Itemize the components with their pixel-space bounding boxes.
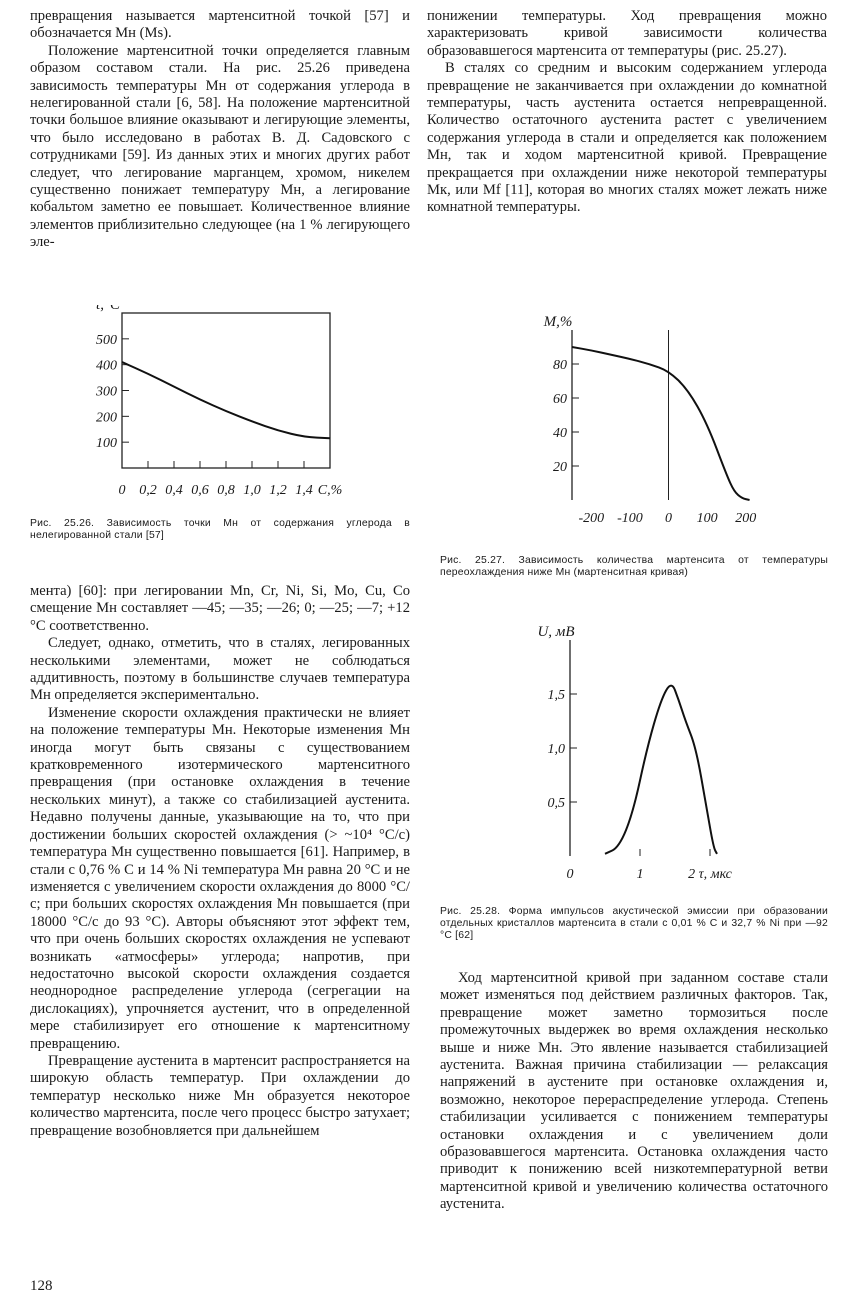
paragraph: превращения называется мартенситной точкой [57] и обозначается Mн (Ms). [30, 8, 410, 42]
x-tick-label: 1,2 [269, 483, 287, 498]
x-tick-label: -100 [617, 511, 643, 526]
y-axis-label: t,°C [96, 305, 120, 313]
y-tick-label: 400 [96, 358, 117, 374]
figure-caption: Рис. 25.27. Зависимость количества мартенсита от температуры переохлаждения ниже Mн (мартенситная кривая) [440, 555, 828, 578]
figure-25-28 [530, 618, 760, 888]
figure-25-26 [82, 305, 382, 505]
paragraph: мента) [60]: при легировании Mn, Cr, Ni, Si, Mo, Cu, Co смещение Mн составляет —45; —35; —26; 0; —25; —7; +12 °С соответственно. [30, 583, 410, 634]
paragraph: Превращение аустенита в мартенсит распространяется на широкую область температур. При охлаждении до температур несколько ниже Mн образуется некоторое количество мартенсита, после чего процесс быстро затухает; превращение возобновляется при дальнейшем [30, 1052, 410, 1139]
chart-25-26 [82, 305, 382, 505]
y-axis-label: U, мВ [537, 624, 575, 640]
paragraph: Ход мартенситной кривой при заданном составе стали может изменяться под действием различных факторов. Так, превращение может заметно тормозиться после промежуточных выдержек во время охлаждения несколько выше и ниже Mн. Это явление называется стабилизацией аустенита. Важная причина стабилизации — релаксация напряжений в аустените при остановке охлаждения и, возможно, некоторое перераспределение углерода. Степень стабилизации усиливается с понижением температуры остановки охлаждения и с увеличением доли образовавшегося мартенсита. Остановка охлаждения часто приводит к понижению всей низкотемпературной ветви мартенситной кривой и увеличению количества остаточного аустенита. [440, 970, 828, 1213]
x-tick-label: 0 [118, 483, 126, 498]
left-column [30, 8, 410, 252]
x-tick-label: 0,2 [139, 483, 157, 498]
y-tick-label: 20 [553, 460, 567, 475]
y-tick-label: 60 [553, 392, 567, 407]
x-tick-label: 0 [665, 511, 672, 526]
y-tick-label: 100 [96, 436, 117, 452]
page-number: 128 [30, 1278, 53, 1294]
data-series-line [122, 362, 330, 438]
y-tick-label: 0,5 [547, 796, 565, 811]
paragraph: Положение мартенситной точки определяется главным образом составом стали. На рис. 25.26 приведена зависимость температуры Mн от содержания углерода в нелегированной стали [6, 58]. На положение мартенситной точки большое влияние оказывают и легирующие элементы, что было исследовано в работах В. Д. Садовского с сотрудниками [59]. Из данных этих и многих других работ следует, что легирование марганцем, хромом, никелем существенно понижает температуру Mн, а легирование кобальтом заметно ее повышает. Количественное влияние элементов приблизительно следующее (на 1 % легирующего эле- [30, 42, 410, 251]
x-tick-label: 100 [696, 511, 718, 526]
x-tick-label: 0 [566, 867, 574, 882]
left-column-continued [30, 583, 410, 1140]
figure-caption: Рис. 25.26. Зависимость точки Mн от содержания углерода в нелегированной стали [57] [30, 518, 410, 541]
paragraph: В сталях со средним и высоким содержанием углерода превращение не заканчивается при охлаждении до комнатной температуры, часть аустенита остается непревращенной. Количество остаточного аустенита растет с увеличением содержания углерода в стали и определяется как положением Mн, так и ходом мартенситной кривой. Превращение прекращается при охлаждении ниже некоторой температуры Mк, или Mf [11], которая во многих сталях может лежать ниже комнатной температуры. [427, 60, 827, 216]
x-tick-label: 200 [735, 511, 757, 526]
paragraph: Следует, однако, отметить, что в сталях, легированных несколькими элементами, может не соблюдаться аддитивность, поэтому в большинстве случаев температура Mн определяется экспериментально. [30, 635, 410, 704]
x-tick-label: 1,4 [295, 483, 313, 498]
x-tick-label: C,% [317, 483, 343, 498]
x-tick-label: 0,8 [217, 483, 235, 498]
figure-25-27 [530, 308, 780, 533]
x-tick-label: 1,0 [243, 483, 261, 498]
paragraph: понижении температуры. Ход превращения можно характеризовать кривой зависимости количества образовавшегося мартенсита от температуры (рис. 25.27). [427, 8, 827, 59]
right-column-continued [440, 970, 828, 1214]
data-series-line [605, 686, 717, 854]
chart-25-28 [530, 618, 760, 888]
x-tick-label: 0,4 [165, 483, 183, 498]
y-tick-label: 1,5 [547, 688, 565, 703]
x-tick-label: 1 [636, 867, 644, 882]
x-tick-label: 2 τ, мкс [688, 867, 732, 882]
y-tick-label: 40 [553, 426, 567, 441]
y-tick-label: 200 [96, 410, 117, 426]
x-tick-label: -200 [578, 511, 605, 526]
x-tick-label: 0,6 [191, 483, 209, 498]
chart-25-27 [530, 308, 780, 533]
plot-frame [122, 313, 330, 468]
y-tick-label: 500 [96, 332, 117, 348]
y-axis-label: M,% [543, 314, 573, 330]
y-tick-label: 1,0 [547, 742, 565, 757]
y-tick-label: 300 [96, 384, 117, 400]
right-column [427, 8, 827, 217]
paragraph: Изменение скорости охлаждения практически не влияет на положение температуры Mн. Некоторые изменения Mн иногда могут быть связаны с существованием кратковременного изотермического мартенситного превращения (при остановке охлаждения в течение нескольких минут), а также со стабилизацией аустенита. Недавно получены данные, указывающие на то, что при достижении больших скоростей охлаждения (> ~10⁴ °С/с) температура Mн существенно повышается [61]. Например, в стали с 0,76 % C и 14 % Ni температура Mн равна 20 °С и не изменяется с увеличением скорости охлаждения до 8000 °С/с; при больших скоростях охлаждения Mн повышается (при 18000 °С/с до 93 °С). Авторы объясняют этот эффект тем, что при очень больших скоростях охлаждения не успевают возникать «атмосферы» углерода; напротив, при недостаточно высокой скорости охлаждения создается неоднородное распределение углерода (сегрегации на дислокациях), упрочняется аустенит, что в определенной мере стабилизирует его отношение к мартенситному превращению. [30, 704, 410, 1052]
data-series-line [572, 347, 750, 500]
y-tick-label: 80 [553, 358, 567, 373]
figure-caption: Рис. 25.28. Форма импульсов акустической эмиссии при образовании отдельных кристаллов мартенсита в стали с 0,01 % C и 32,7 % Ni при —92 °С [62] [440, 906, 828, 941]
